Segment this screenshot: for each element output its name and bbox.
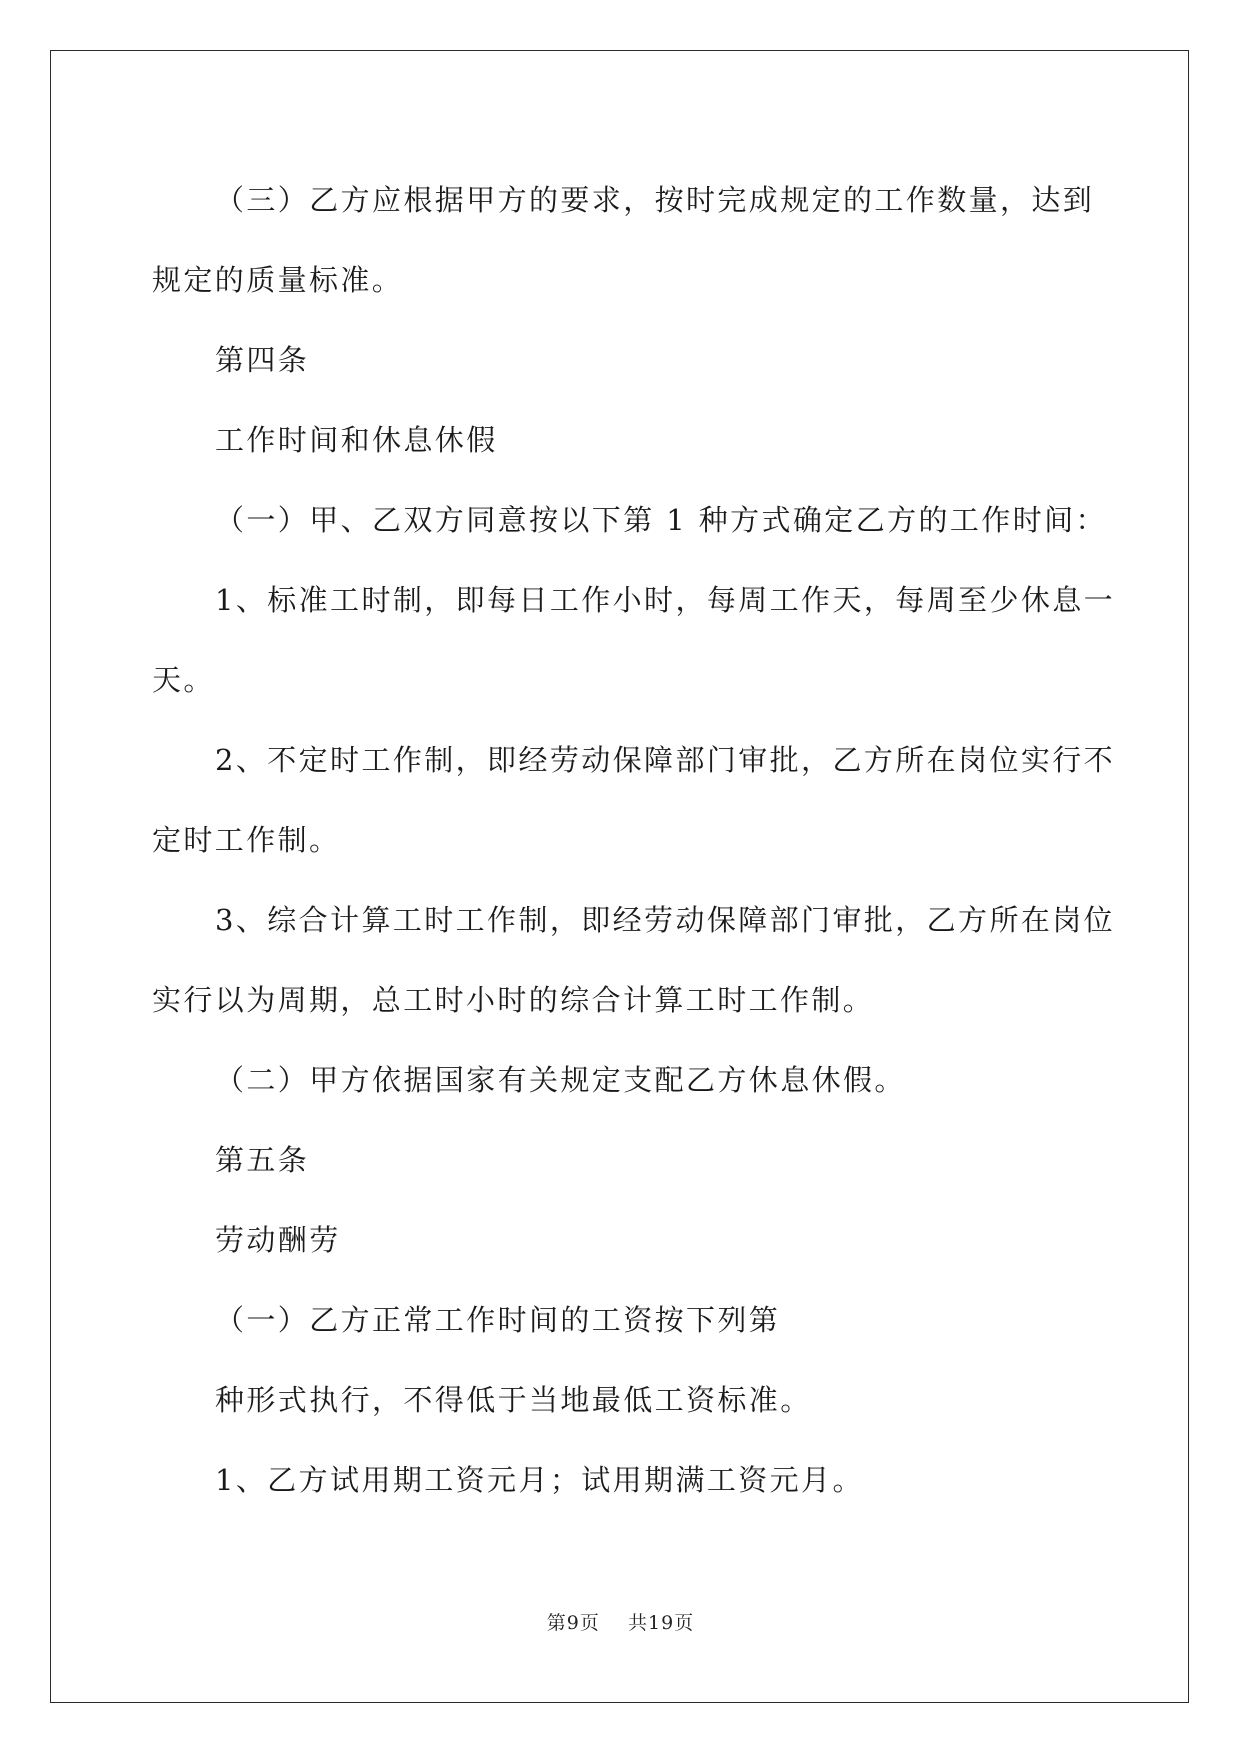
paragraph: 2、不定时工作制，即经劳动保障部门审批，乙方所在岗位实行不 [215, 743, 1116, 777]
paragraph: 实行以为周期，总工时小时的综合计算工时工作制。 [152, 983, 875, 1017]
total-pages: 共19页 [628, 1612, 695, 1634]
paragraph: 天。 [152, 663, 215, 697]
paragraph: 定时工作制。 [152, 823, 341, 857]
paragraph: 1、标准工时制，即每日工作小时，每周工作天，每周至少休息一 [215, 583, 1116, 617]
paragraph: （三）乙方应根据甲方的要求，按时完成规定的工作数量，达到 [215, 183, 1095, 217]
page-footer [0, 1608, 1241, 1635]
section-heading: 工作时间和休息休假 [215, 423, 498, 457]
paragraph: （二）甲方依据国家有关规定支配乙方休息休假。 [215, 1063, 906, 1097]
page-number: 第9页 [546, 1612, 600, 1634]
article-heading: 第五条 [215, 1143, 310, 1177]
paragraph: （一）乙方正常工作时间的工资按下列第 [215, 1303, 781, 1337]
paragraph: 1、乙方试用期工资元月；试用期满工资元月。 [215, 1463, 864, 1497]
paragraph: 规定的质量标准。 [152, 263, 404, 297]
paragraph: 3、综合计算工时工作制，即经劳动保障部门审批，乙方所在岗位 [215, 903, 1116, 937]
paragraph: 种形式执行，不得低于当地最低工资标准。 [215, 1383, 812, 1417]
paragraph: （一）甲、乙双方同意按以下第 1 种方式确定乙方的工作时间： [215, 503, 1107, 537]
article-heading: 第四条 [215, 343, 310, 377]
section-heading: 劳动酬劳 [215, 1223, 341, 1257]
